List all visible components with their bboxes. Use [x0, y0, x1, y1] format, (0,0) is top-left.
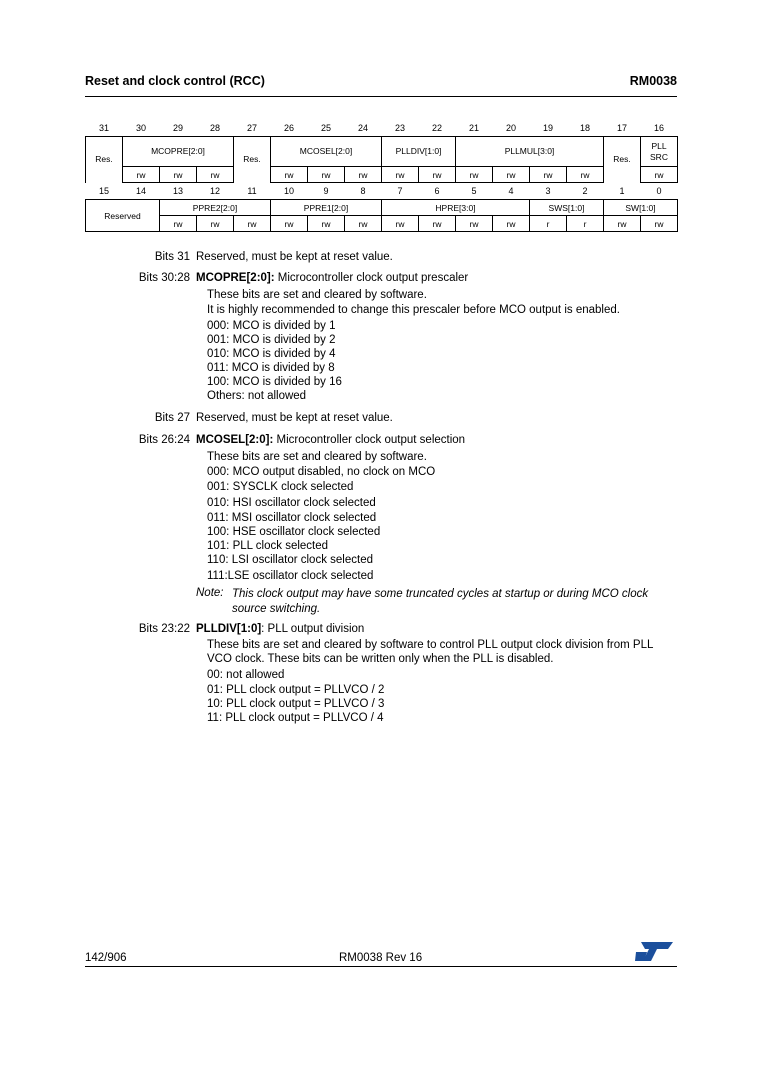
pllsrc-line1: PLL: [651, 140, 667, 151]
bit-number: 19: [542, 123, 553, 133]
field-row-low: [86, 200, 678, 216]
access-type: rw: [456, 216, 493, 232]
bits27-label: Bits 27: [154, 412, 190, 424]
page-footer: [85, 952, 677, 967]
access-type: rw: [382, 216, 419, 232]
access-type: rw: [308, 216, 345, 232]
bits23-22-line: 11: PLL clock output = PLLVCO / 4: [207, 712, 384, 724]
access-type: rw: [345, 216, 382, 232]
bits27-text: Reserved, must be kept at reset value.: [196, 412, 393, 424]
bits30-28-heading: [196, 272, 468, 284]
bits26-24-name: MCOSEL[2:0]:: [196, 434, 274, 446]
bits23-22-label: Bits 23:22: [138, 623, 190, 635]
bit-number: 5: [471, 186, 477, 196]
access-type: rw: [419, 216, 456, 232]
field-plldiv: PLLDIV[1:0]: [382, 137, 456, 167]
access-type: rw: [641, 216, 678, 232]
bits30-28-line: 100: MCO is divided by 16: [207, 376, 342, 388]
bits23-22-title: : PLL output division: [261, 623, 365, 635]
bit-number: 7: [397, 186, 403, 196]
bits26-24-line: 001: SYSCLK clock selected: [207, 481, 354, 493]
field-pllmul: PLLMUL[3:0]: [456, 137, 604, 167]
section-title: Reset and clock control (RCC): [85, 74, 265, 88]
field-row-high: [86, 137, 678, 167]
bits23-22-heading: [196, 623, 364, 635]
field-res27: Res.: [234, 137, 271, 183]
bit-number: 9: [323, 186, 329, 196]
note-text: This clock output may have some truncated cycles at startup or during MCO clock source switching.: [232, 588, 649, 615]
bit-number: 30: [135, 123, 146, 133]
bit-number: 25: [320, 123, 331, 133]
bit-number: 4: [508, 186, 514, 196]
field-sw: SW[1:0]: [604, 200, 678, 216]
access-type: rw: [271, 216, 308, 232]
bits30-28-label: Bits 30:28: [138, 272, 190, 284]
bits30-28-line: Others: not allowed: [207, 390, 307, 402]
bit-number: 21: [468, 123, 479, 133]
bit-number: 10: [283, 186, 294, 196]
bit-number: 3: [545, 186, 551, 196]
bits30-28-line: 001: MCO is divided by 2: [207, 334, 336, 346]
access-type: rw: [197, 167, 234, 183]
bits30-28-line: 000: MCO is divided by 1: [207, 320, 336, 332]
bits26-24-line: 100: HSE oscillator clock selected: [207, 526, 381, 538]
bit-number: 28: [209, 123, 220, 133]
bits30-28-name: MCOPRE[2:0]:: [196, 272, 275, 284]
bit-number: 11: [247, 185, 257, 196]
bit-number: 29: [172, 123, 183, 133]
pllsrc-line2: SRC: [650, 151, 668, 162]
bit-number: 6: [434, 186, 440, 196]
bits31-label: Bits 31: [154, 251, 190, 263]
access-type: rw: [123, 167, 160, 183]
bit-number: 16: [653, 123, 664, 133]
bits26-24-line: 101: PLL clock selected: [207, 540, 329, 552]
bits23-22-line: VCO clock. These bits can be written only when the PLL is disabled.: [207, 653, 554, 665]
field-sws: SWS[1:0]: [530, 200, 604, 216]
access-type: rw: [197, 216, 234, 232]
note-label: Note:: [196, 587, 224, 599]
page-number: 142/906: [85, 952, 127, 964]
access-type: r: [567, 216, 604, 232]
bits30-28-title: Microcontroller clock output prescaler: [274, 272, 469, 284]
bit-number: 1: [619, 185, 625, 196]
bit-number: 14: [135, 186, 146, 196]
access-type: rw: [234, 216, 271, 232]
access-row-high: [86, 167, 678, 183]
bit-number: 24: [357, 123, 368, 133]
bit-number: 13: [172, 186, 183, 196]
bits26-24-line: These bits are set and cleared by software.: [207, 451, 427, 463]
bits26-24-line: 010: HSI oscillator clock selected: [207, 497, 376, 509]
bit-number: 23: [394, 123, 405, 133]
field-hpre: HPRE[3:0]: [382, 200, 530, 216]
access-type: rw: [345, 167, 382, 183]
bit-number: 2: [582, 186, 588, 196]
bit-number: 17: [616, 123, 627, 133]
bit-number: 31: [98, 123, 109, 133]
page-header: [85, 74, 677, 97]
bits26-24-line: 000: MCO output disabled, no clock on MCO: [207, 466, 436, 478]
bits26-24-line: 110: LSI oscillator clock selected: [207, 554, 373, 566]
bit-number: 18: [579, 123, 590, 133]
bit-number: 15: [98, 185, 109, 196]
field-mcosel: MCOSEL[2:0]: [271, 137, 382, 167]
bit-number: 8: [360, 186, 366, 196]
bits30-28-line: These bits are set and cleared by software.: [207, 289, 427, 301]
field-res17: Res.: [604, 137, 641, 183]
access-type: rw: [308, 167, 345, 183]
field-ppre2: PPRE2[2:0]: [160, 200, 271, 216]
access-type: r: [530, 216, 567, 232]
access-type: rw: [493, 167, 530, 183]
field-pllsrc: [641, 137, 678, 167]
bit-number: 26: [283, 123, 294, 133]
bits30-28-line: 010: MCO is divided by 4: [207, 348, 336, 360]
access-type: rw: [419, 167, 456, 183]
field-mcopre: MCOPRE[2:0]: [123, 137, 234, 167]
field-reserved: Reserved: [86, 200, 160, 232]
st-logo-icon: [635, 940, 673, 962]
bits23-22-name: PLLDIV[1:0]: [196, 623, 262, 635]
bits26-24-heading: [196, 434, 465, 446]
document-revision: RM0038 Rev 16: [339, 952, 423, 964]
bits23-22-line: These bits are set and cleared by software to control PLL output clock division from PLL: [207, 639, 654, 651]
bits23-22-line: 00: not allowed: [207, 669, 285, 681]
bit-number: 12: [209, 186, 220, 196]
bit-number: 27: [246, 123, 257, 133]
bits26-24-line: 011: MSI oscillator clock selected: [207, 512, 377, 524]
field-ppre1: PPRE1[2:0]: [271, 200, 382, 216]
bit-number: 20: [505, 123, 516, 133]
bits30-28-line: It is highly recommended to change this prescaler before MCO output is enabled.: [207, 304, 620, 316]
bits31-text: Reserved, must be kept at reset value.: [196, 251, 393, 263]
bits26-24-label: Bits 26:24: [138, 434, 190, 446]
register-map-table: [85, 120, 678, 232]
bit-number: 22: [431, 123, 442, 133]
bits30-28-line: 011: MCO is divided by 8: [207, 362, 335, 374]
bits26-24-line: 111:LSE oscillator clock selected: [207, 570, 374, 582]
field-res31: Res.: [86, 137, 123, 183]
access-type: rw: [456, 167, 493, 183]
bit-number-row-low: [86, 183, 678, 200]
access-type: rw: [160, 216, 197, 232]
access-row-low: [86, 216, 678, 232]
bit-number-row-high: [86, 120, 678, 137]
access-type: rw: [567, 167, 604, 183]
bits23-22-line: 10: PLL clock output = PLLVCO / 3: [207, 698, 385, 710]
bits26-24-title: Microcontroller clock output selection: [273, 434, 466, 446]
bits23-22-line: 01: PLL clock output = PLLVCO / 2: [207, 684, 385, 696]
access-type: rw: [271, 167, 308, 183]
access-type: rw: [493, 216, 530, 232]
access-type: rw: [160, 167, 197, 183]
access-type: rw: [604, 216, 641, 232]
bit-number: 0: [656, 186, 662, 196]
document-id: RM0038: [629, 74, 677, 88]
access-type: rw: [641, 167, 678, 183]
access-type: rw: [382, 167, 419, 183]
access-type: rw: [530, 167, 567, 183]
